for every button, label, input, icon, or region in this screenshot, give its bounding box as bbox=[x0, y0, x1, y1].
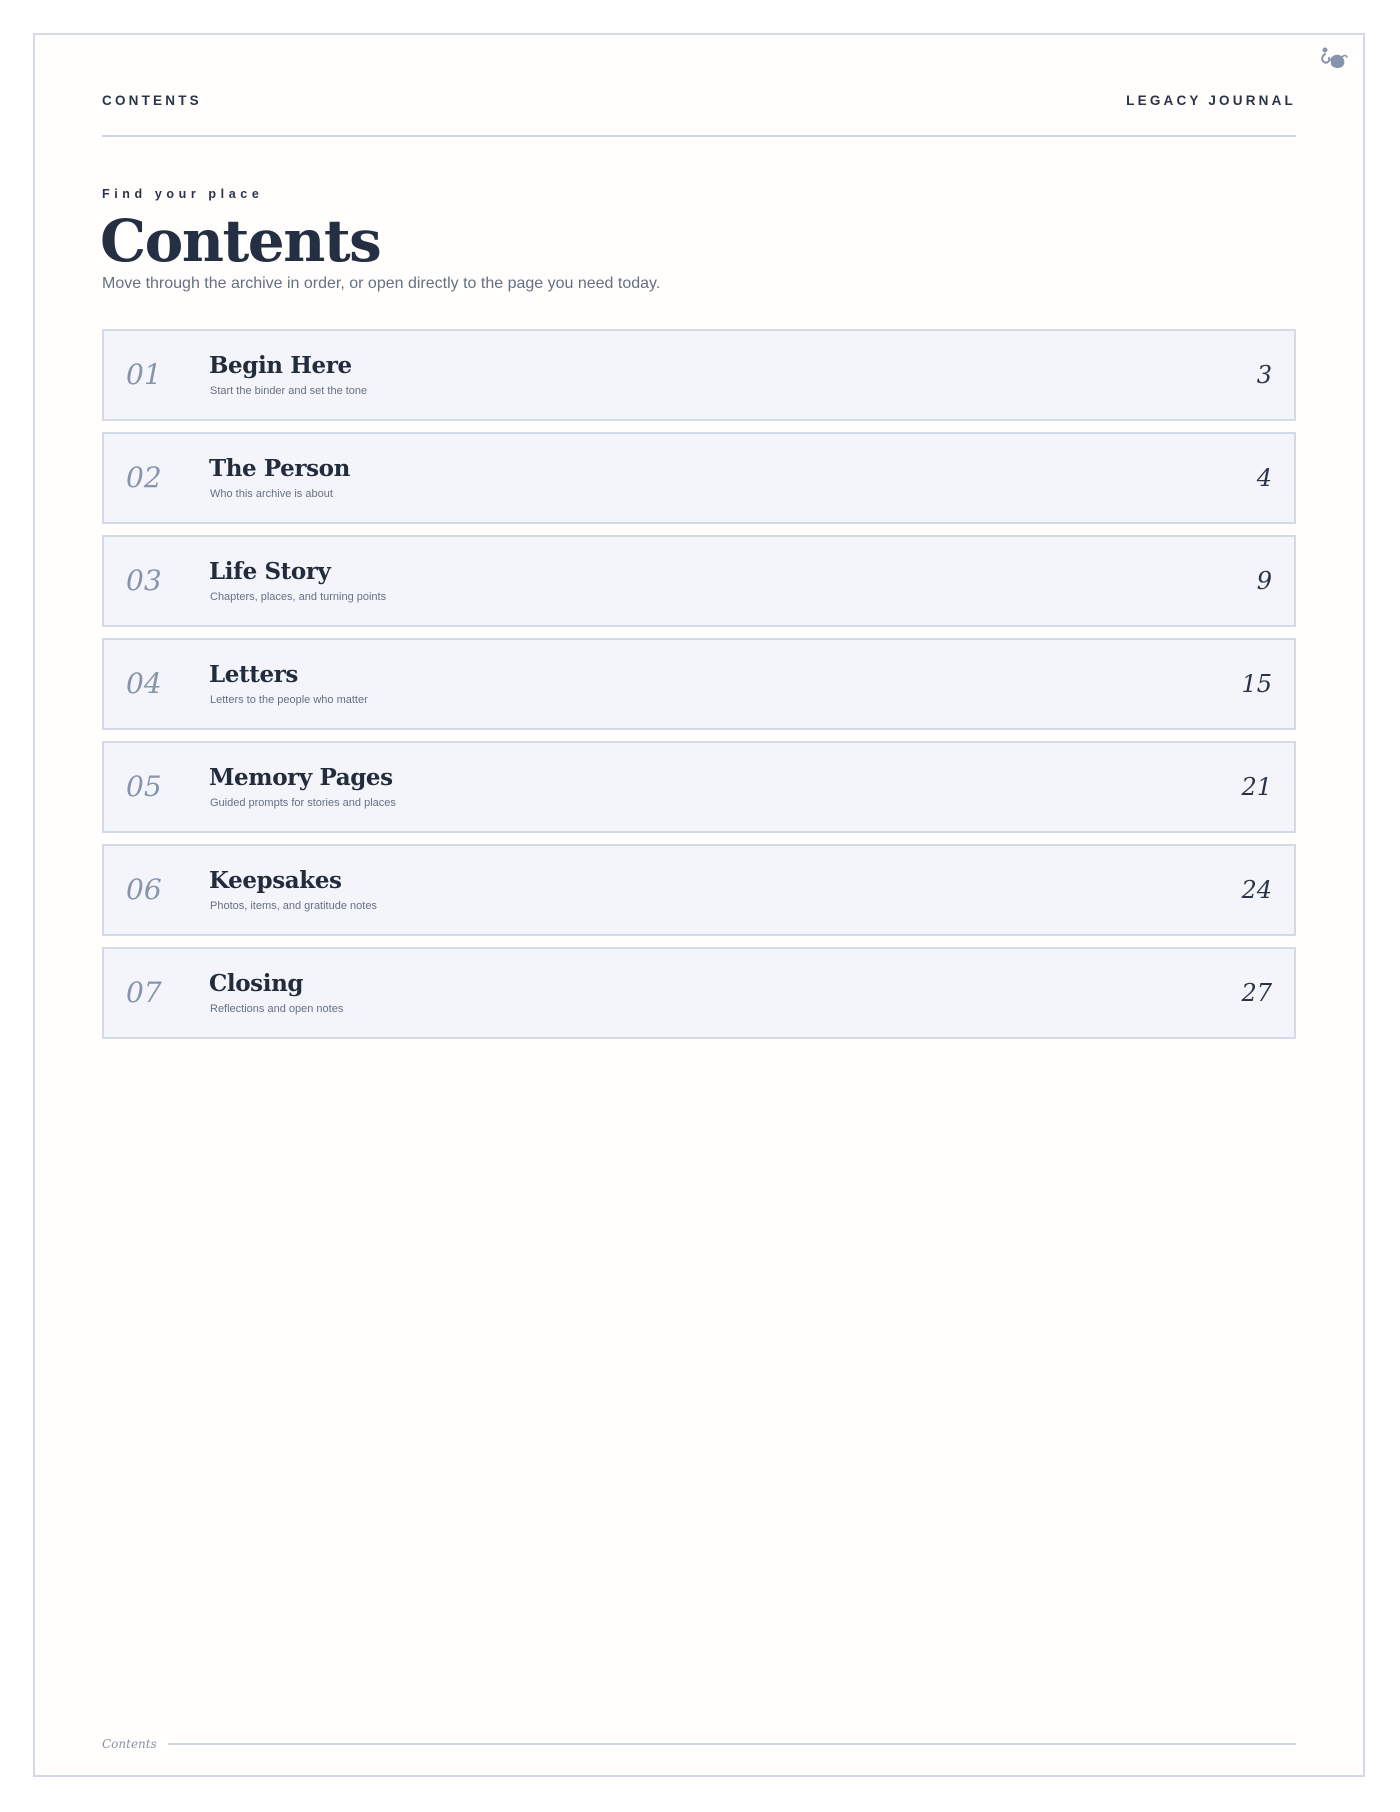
chapter-title: Begin Here bbox=[209, 352, 352, 379]
chapter-subtitle: Letters to the people who matter bbox=[210, 694, 368, 706]
chapter-page-number: 3 bbox=[1256, 361, 1272, 389]
chapter-subtitle: Reflections and open notes bbox=[210, 1003, 344, 1015]
chapter-number: 05 bbox=[126, 770, 162, 803]
chapter-page-number: 4 bbox=[1256, 464, 1272, 492]
chapter-title: Memory Pages bbox=[209, 764, 393, 791]
contents-list bbox=[102, 329, 1296, 1050]
chapter-page-number: 24 bbox=[1241, 876, 1272, 904]
chapter-number: 02 bbox=[126, 461, 162, 494]
chapter-number: 03 bbox=[126, 564, 162, 597]
chapter-subtitle: Start the binder and set the tone bbox=[210, 385, 368, 397]
chapter-title: Closing bbox=[209, 970, 304, 997]
chapter-subtitle: Photos, items, and gratitude notes bbox=[210, 900, 377, 912]
chapter-number: 01 bbox=[126, 358, 162, 391]
chapter-title: The Person bbox=[209, 455, 350, 482]
wheelchair-flourish-icon bbox=[1318, 46, 1350, 74]
contents-item-begin-here[interactable] bbox=[102, 329, 1296, 421]
contents-item-letters[interactable] bbox=[102, 638, 1296, 730]
page-title: Contents bbox=[100, 207, 381, 275]
contents-item-life-story[interactable] bbox=[102, 535, 1296, 627]
footer-section-label: Contents bbox=[102, 1737, 157, 1751]
chapter-title: Keepsakes bbox=[209, 867, 342, 894]
journal-label: LEGACY JOURNAL bbox=[1126, 92, 1296, 108]
chapter-number: 07 bbox=[126, 976, 162, 1009]
section-label: CONTENTS bbox=[102, 92, 202, 108]
running-header bbox=[102, 90, 1296, 110]
footer-divider bbox=[168, 1743, 1296, 1745]
chapter-page-number: 15 bbox=[1241, 670, 1272, 698]
chapter-page-number: 9 bbox=[1256, 567, 1272, 595]
chapter-subtitle: Guided prompts for stories and places bbox=[210, 797, 396, 809]
contents-item-closing[interactable] bbox=[102, 947, 1296, 1039]
header-divider bbox=[102, 135, 1296, 137]
eyebrow-text: Find your place bbox=[102, 187, 264, 201]
chapter-subtitle: Chapters, places, and turning points bbox=[210, 591, 387, 603]
chapter-page-number: 21 bbox=[1241, 773, 1272, 801]
chapter-number: 04 bbox=[126, 667, 162, 700]
chapter-subtitle: Who this archive is about bbox=[210, 488, 333, 500]
contents-item-the-person[interactable] bbox=[102, 432, 1296, 524]
chapter-page-number: 27 bbox=[1241, 979, 1272, 1007]
intro-description: Move through the archive in order, or open directly to the page you need today. bbox=[102, 275, 661, 292]
chapter-title: Life Story bbox=[209, 558, 331, 585]
contents-item-memory-pages[interactable] bbox=[102, 741, 1296, 833]
chapter-number: 06 bbox=[126, 873, 162, 906]
chapter-title: Letters bbox=[209, 661, 298, 688]
contents-item-keepsakes[interactable] bbox=[102, 844, 1296, 936]
